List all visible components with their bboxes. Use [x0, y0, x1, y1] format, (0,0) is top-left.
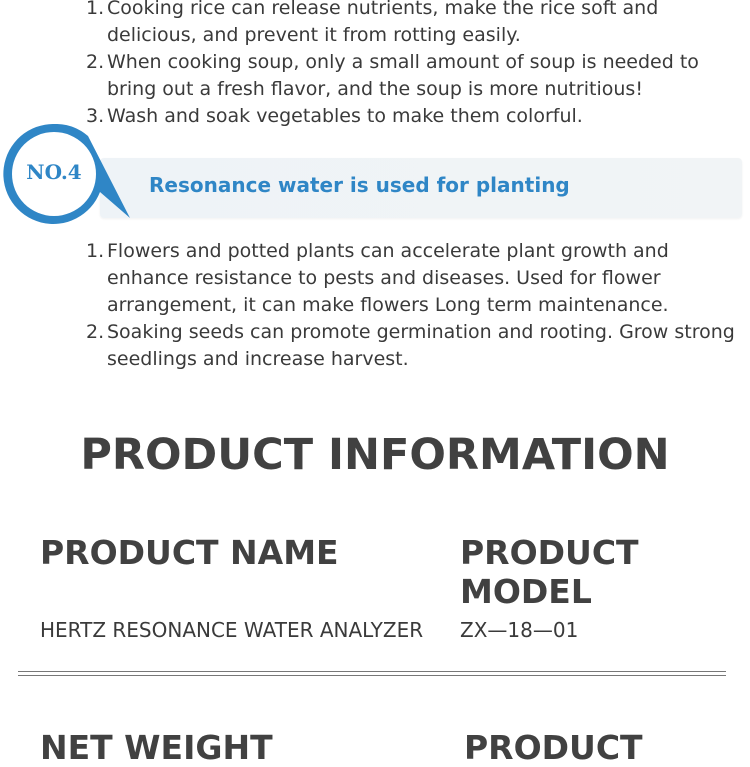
- list-item: [86, 238, 736, 319]
- product-information-title: PRODUCT INFORMATION: [80, 430, 670, 480]
- item-number: 1.: [86, 0, 105, 19]
- item-text: When cooking soup, only a small amount of soup is needed to bring out a fresh flavor, and the soup is more nutritious!: [107, 51, 699, 100]
- usage-list-planting: [86, 238, 736, 373]
- product-name-label: PRODUCT NAME: [40, 533, 339, 572]
- banner-title: Resonance water is used for planting: [149, 173, 570, 197]
- divider: [18, 671, 726, 676]
- product-model-label: PRODUCT MODEL: [460, 533, 639, 611]
- item-text: Wash and soak vegetables to make them colorful.: [107, 105, 583, 127]
- product-name-value: HERTZ RESONANCE WATER ANALYZER: [40, 618, 424, 642]
- product-model-value: ZX—18—01: [460, 618, 579, 642]
- item-number: 2.: [86, 51, 105, 73]
- item-text: Flowers and potted plants can accelerate plant growth and enhance resistance to pests and diseases. Used for flower arrangement, it can make flowers Long term maintenance.: [107, 240, 669, 316]
- section-banner-planting: [0, 124, 750, 224]
- item-number: 2.: [86, 321, 105, 343]
- list-item: [86, 0, 736, 49]
- net-weight-label: NET WEIGHT: [40, 728, 273, 767]
- item-number: 1.: [86, 240, 105, 262]
- product-label: PRODUCT: [464, 728, 643, 767]
- item-text: Soaking seeds can promote germination and rooting. Grow strong seedlings and increase harvest.: [107, 321, 735, 370]
- item-text: Cooking rice can release nutrients, make the rice soft and delicious, and prevent it from rotting easily.: [107, 0, 659, 46]
- item-number: 3.: [86, 105, 105, 127]
- usage-list-cooking: [86, 0, 736, 130]
- list-item: [86, 49, 736, 103]
- list-item: [86, 319, 736, 373]
- badge-number: NO.4: [26, 160, 82, 184]
